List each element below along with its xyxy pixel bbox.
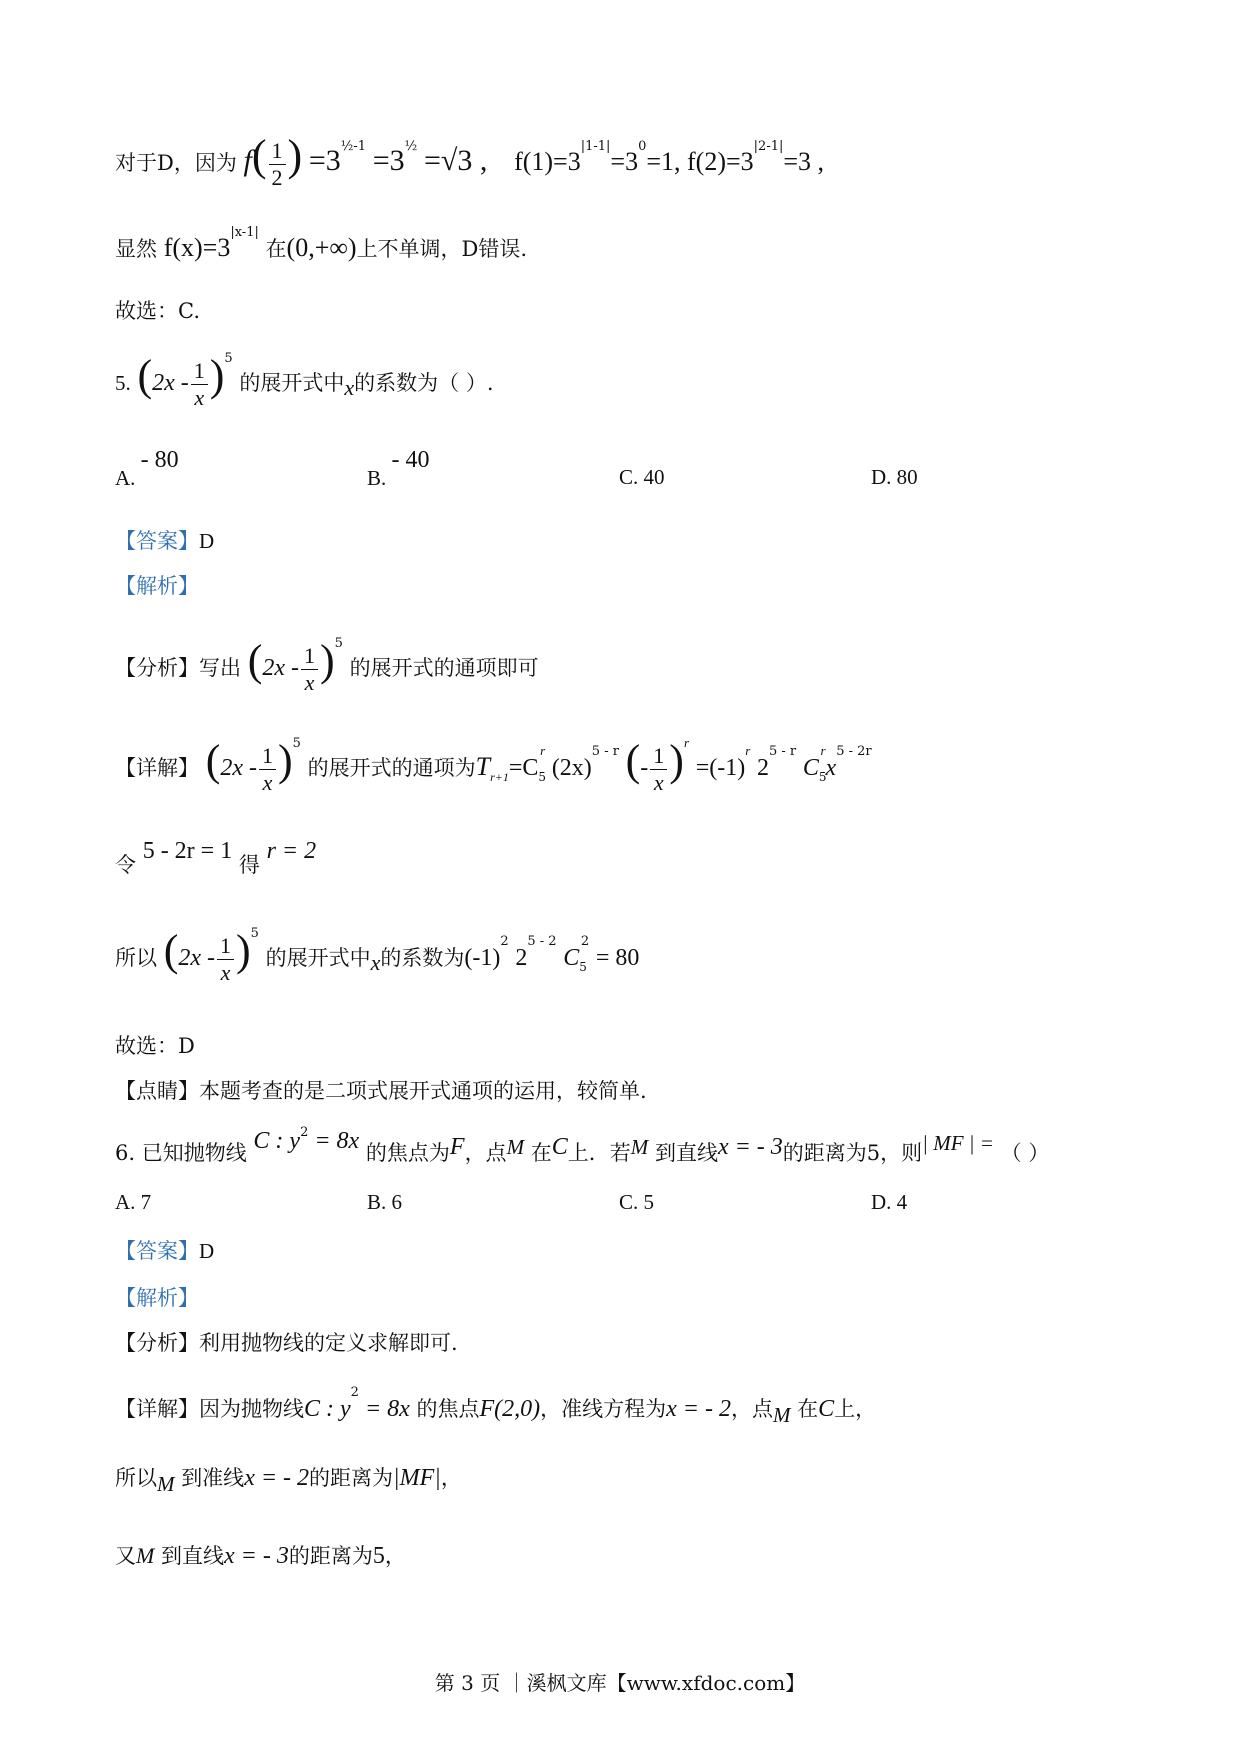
- math: T: [475, 752, 491, 781]
- sup: 2: [580, 934, 590, 949]
- math: 2x -: [178, 945, 215, 971]
- text: ，: [384, 1544, 406, 1568]
- text: 所以: [115, 946, 157, 970]
- question-5: 5. (2x - $\frac{1}{x}$ )$^5$ 的展开式中$_x$的系数为（ ）.: [115, 351, 494, 410]
- math: C : y: [253, 1128, 301, 1154]
- analysis-6: 【分析】利用抛物线的定义求解即可.: [115, 1331, 458, 1355]
- frac-den: x: [304, 670, 315, 695]
- text: 又: [115, 1544, 136, 1568]
- exp: ½: [404, 139, 418, 154]
- math: = 8x: [308, 1128, 360, 1154]
- fraction-half: [269, 138, 286, 191]
- text: 上，: [834, 1397, 877, 1421]
- frac-num: 1: [301, 643, 318, 670]
- question-6: [115, 1125, 1049, 1167]
- math: C: [802, 755, 819, 781]
- sub: 5: [579, 960, 587, 974]
- math: x: [825, 755, 837, 781]
- text: 的距离为: [288, 1544, 373, 1568]
- text: 的系数为（ ）.: [354, 371, 494, 395]
- math: F: [449, 1134, 465, 1160]
- option-label: A.: [115, 466, 136, 490]
- detail-5: 【详解】 (2x - $\frac{1}{x}$ )$^5$ 的展开式的通项为$T_{r+1}=C_5^r$ $(2x)^{5 - r}$ (- $\frac{1}{x}$ )$^r =(-1)^r$ 2$^{5 - r}$ $C_5^rx^{5 - 2r}$: [115, 735, 872, 795]
- option-d[interactable]: D. 4: [871, 1190, 908, 1214]
- math: =3: [372, 144, 405, 177]
- text: 上不单调，D错误.: [356, 237, 528, 261]
- sup: 2: [500, 934, 509, 949]
- text: 【详解】: [115, 756, 199, 780]
- option-b[interactable]: B. 6: [367, 1190, 403, 1214]
- text: 上．若: [567, 1141, 631, 1165]
- line-d-conclusion: [115, 225, 527, 263]
- sub: 5: [538, 770, 547, 784]
- jiexi-tag-6: 【解析】: [115, 1286, 199, 1310]
- frac-den: x: [262, 770, 273, 795]
- text: 的展开式的通项即可: [349, 656, 539, 680]
- line-answer-c: 故选：C.: [115, 299, 200, 323]
- math-f: f: [243, 144, 252, 177]
- sub: r+1: [490, 770, 509, 784]
- exp: |2-1|: [753, 139, 784, 154]
- text: 【详解】因为抛物线: [115, 1397, 304, 1421]
- math: M: [630, 1135, 649, 1159]
- text: 显然: [115, 237, 157, 261]
- sup: 2: [350, 1385, 359, 1400]
- option-label: B.: [367, 466, 387, 490]
- fraction: [259, 743, 276, 796]
- exp: ½-1: [340, 139, 367, 154]
- math: C : y: [304, 1396, 351, 1422]
- frac-den: x: [220, 960, 231, 985]
- text: 的焦点: [416, 1397, 480, 1421]
- sup: r: [820, 743, 826, 758]
- option-a[interactable]: [115, 447, 179, 492]
- you-6: [115, 1540, 406, 1570]
- suoyi-6: [115, 1462, 462, 1496]
- frac-num: 1: [650, 743, 667, 770]
- page-footer: 第 3 页 ｜溪枫文库【www.xfdoc.com】: [434, 1671, 806, 1695]
- math: 2x -: [220, 755, 257, 781]
- math-var: x: [344, 375, 355, 401]
- text: 得: [238, 853, 260, 877]
- text: 的距离为: [309, 1466, 394, 1490]
- guxuan-5: 故选：D: [115, 1034, 195, 1058]
- sup: 5 - r: [768, 744, 797, 759]
- math: C: [818, 1396, 835, 1422]
- question-text: 6. 已知抛物线: [115, 1141, 247, 1165]
- math: =(-1): [695, 755, 746, 781]
- sup: 2: [300, 1125, 309, 1140]
- jiexi-tag-5: 【解析】: [115, 574, 199, 598]
- sub: 5: [818, 770, 827, 784]
- detail-6: [115, 1385, 877, 1427]
- fraction: [301, 643, 318, 696]
- math: =3 ,: [783, 147, 825, 176]
- answer-value: D: [199, 1239, 215, 1263]
- exp: 5: [334, 636, 343, 651]
- sup: r: [683, 735, 690, 750]
- frac-num: 1: [191, 358, 208, 385]
- fraction: [191, 358, 208, 411]
- text: 在: [530, 1141, 552, 1165]
- math: 2: [515, 945, 528, 971]
- frac-num: 1: [269, 138, 286, 165]
- exp: 5: [250, 926, 259, 941]
- text: 在: [797, 1397, 819, 1421]
- text: 到准线: [181, 1466, 245, 1490]
- fraction: [650, 743, 667, 796]
- exp: 5: [224, 351, 233, 366]
- option-value: - 80: [140, 447, 179, 473]
- answer-tag: 【答案】: [115, 1239, 199, 1263]
- answer-tag: 【答案】: [115, 529, 199, 553]
- option-d[interactable]: [871, 465, 918, 490]
- math: =1, f(2)=3: [646, 147, 754, 176]
- math: 5 - 2r = 1: [142, 838, 233, 864]
- text: 在: [265, 237, 287, 261]
- option-b[interactable]: [367, 447, 430, 492]
- text: 的展开式中: [265, 946, 371, 970]
- text: 的距离为5，则: [782, 1141, 923, 1165]
- math: (2x): [551, 755, 592, 781]
- text: ，点: [464, 1141, 507, 1165]
- math: = 80: [595, 945, 640, 971]
- text: 所以: [115, 1466, 157, 1490]
- paren: ): [287, 131, 303, 180]
- math: x = - 2: [244, 1465, 310, 1491]
- math: =C: [508, 755, 539, 781]
- text: 令: [115, 853, 136, 877]
- math: f(x)=3: [163, 233, 231, 262]
- frac-den: 2: [271, 165, 283, 190]
- text: 的焦点为: [365, 1141, 450, 1165]
- frac-den: x: [194, 385, 205, 410]
- answer-6: [115, 1235, 214, 1265]
- line-d-analysis: [115, 130, 824, 191]
- text: ，准线方程为: [540, 1397, 667, 1421]
- math: C: [563, 945, 580, 971]
- text: 的展开式中: [239, 371, 345, 395]
- exp: |x-1|: [230, 225, 259, 240]
- sup: 5 - 2r: [836, 744, 872, 759]
- question-number: 5.: [115, 371, 131, 395]
- text: （ ）: [1000, 1141, 1050, 1165]
- math: 2: [756, 755, 769, 781]
- math: M: [157, 1472, 175, 1496]
- frac-num: 1: [259, 743, 276, 770]
- frac-den: x: [653, 770, 664, 795]
- sup: r: [540, 743, 546, 758]
- fraction: [217, 933, 234, 986]
- math: | MF | =: [922, 1131, 994, 1155]
- text: ，点: [730, 1397, 773, 1421]
- math: M: [772, 1403, 791, 1427]
- sup: 5 - r: [591, 744, 619, 759]
- math: 5: [372, 1543, 385, 1569]
- text: 的系数为: [380, 946, 465, 970]
- text: 到直线: [161, 1544, 225, 1568]
- math: = 8x: [358, 1396, 410, 1422]
- math: r = 2: [266, 838, 317, 864]
- analysis-5: 【分析】写出 (2x - $\frac{1}{x}$ )$^5$ 的展开式的通项即可: [115, 636, 539, 695]
- math: x = - 2: [666, 1396, 731, 1422]
- math: =√3 ,: [423, 144, 488, 177]
- math: x = - 3: [717, 1134, 783, 1160]
- frac-num: 1: [217, 933, 234, 960]
- math: M: [136, 1543, 155, 1568]
- suoyi-5: 所以 (2x - $\frac{1}{x}$ )$^5$ 的展开式中$_x$的系数为$(-1)^2$ 2$^{5 - 2}$ $C_5^2 = 80$: [115, 926, 640, 985]
- text: 对于D，因为: [115, 151, 237, 175]
- sup: 5 - 2: [527, 934, 557, 949]
- text: 【分析】写出: [115, 656, 241, 680]
- math: f(1)=3: [514, 147, 581, 176]
- text: 到直线: [654, 1141, 718, 1165]
- math: 2x -: [152, 370, 189, 396]
- option-a[interactable]: A. 7: [115, 1190, 152, 1214]
- option-value: - 40: [391, 447, 430, 473]
- math: =3: [610, 147, 639, 176]
- option-label: C. 40: [619, 465, 665, 489]
- answer-5: [115, 525, 214, 555]
- option-c[interactable]: [619, 465, 665, 490]
- option-label: D. 80: [871, 465, 918, 489]
- math: |MF|: [393, 1465, 441, 1491]
- answer-value: D: [199, 529, 215, 553]
- text: ，: [440, 1466, 462, 1490]
- math: x = - 3: [224, 1543, 289, 1569]
- option-c[interactable]: C. 5: [619, 1190, 655, 1214]
- math: -: [640, 755, 649, 781]
- math: (-1): [464, 945, 501, 971]
- paren: (: [251, 131, 267, 180]
- exp: 5: [292, 736, 301, 751]
- math: =3: [308, 144, 341, 177]
- math: C: [551, 1134, 568, 1160]
- sup: r: [745, 743, 751, 758]
- math: F(2,0): [479, 1396, 541, 1422]
- math: M: [506, 1135, 525, 1159]
- text: 的展开式的通项为: [307, 756, 476, 780]
- exp: 0: [638, 139, 647, 154]
- dianjing-5: 【点睛】本题考查的是二项式展开式通项的运用，较简单.: [115, 1079, 647, 1103]
- math: 2x -: [262, 655, 299, 681]
- math-interval: (0,+∞): [286, 233, 357, 262]
- math-var: x: [370, 950, 381, 976]
- ling-line: [115, 835, 317, 877]
- exp: |1-1|: [580, 139, 611, 154]
